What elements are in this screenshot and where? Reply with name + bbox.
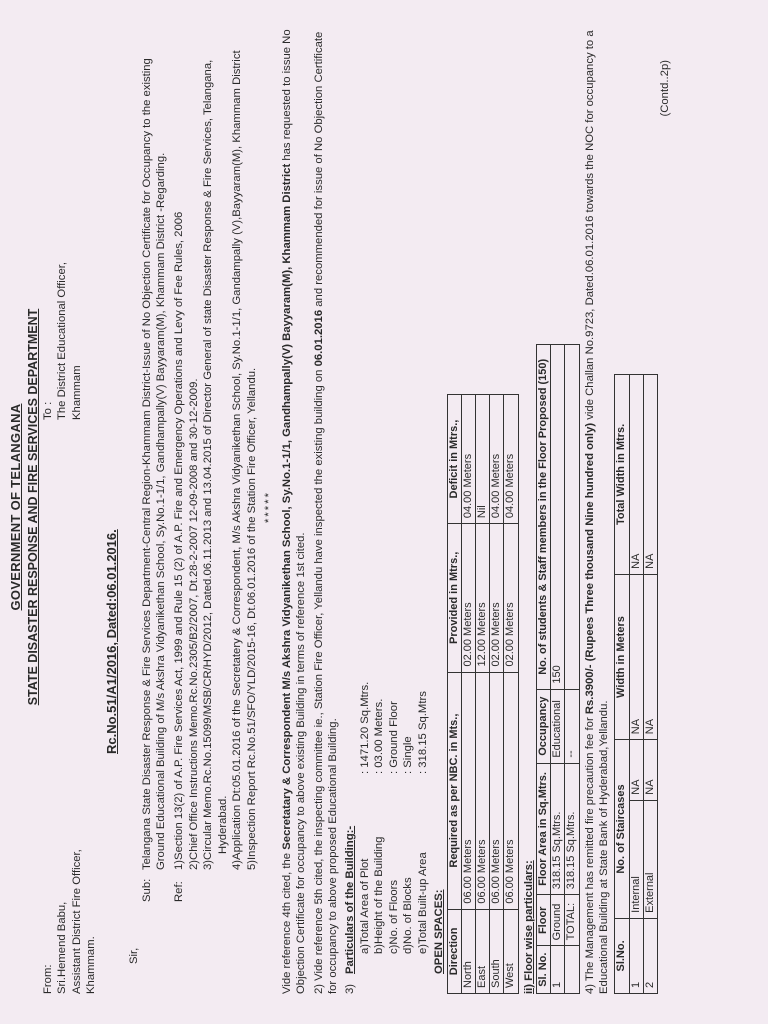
table-header: Width in Meters: [615, 574, 629, 739]
table-header: Sl. No.: [536, 946, 550, 994]
table-cell: External: [643, 800, 657, 918]
table-row: [643, 375, 657, 994]
salutation: Sir,: [128, 947, 141, 964]
particular-value: : Ground Floor: [387, 701, 400, 774]
table-cell: 02.00 Meters: [504, 524, 518, 672]
para2-number: 2): [312, 983, 325, 994]
table-cell: East: [475, 909, 489, 993]
table-row: [565, 345, 579, 994]
from-name: Sri.Hemend Babu,: [56, 901, 69, 994]
para1-suffix: has requested to issue No Objection Certificate for occupancy to above existing Building in terms of reference 1st cited.: [280, 29, 308, 994]
table-cell: 06.00 Meters: [490, 672, 504, 909]
para1-prefix: Vide reference 4th cited, the: [280, 852, 293, 994]
reference-item: 4)Application Dt:05.01.2016 of the Secretatery & Correspondent, M/s Akshra Vidyanikethan School, Sy.No.1-1/1, Gandampally (V),Bayyaram(M), Khammam District: [231, 50, 244, 870]
table-cell: 06.00 Meters: [461, 672, 475, 909]
particular-value: : 03.00 Meters.: [373, 698, 386, 774]
particular-key: a)Total Area of Plot: [358, 858, 371, 954]
table-cell: NA: [629, 574, 643, 739]
table-header: Provided in Mtrs.,: [447, 524, 461, 672]
references-block: [172, 20, 259, 902]
floor-wise-title: ii) Floor wise particulars:: [522, 860, 535, 994]
table-header: Required as per NBC. in Mts.,: [447, 672, 461, 909]
para4-text-b: vide Challan No.9723, Dated.06.01.2016 towards the NOC for occupancy to a Educational Building at State Bank of Hyderabad,Yellandu.: [583, 30, 610, 994]
table-cell: NA: [643, 574, 657, 739]
subject-label: Sub:: [140, 878, 153, 902]
to-designation: The District Educational Officer,: [56, 261, 69, 420]
reference-item: 2)Chief Office Instructions Memo.Rc.No.2305/B2/2007, Dt.28-2-2007 12-09-2008 and 30-12-2009.: [187, 378, 200, 870]
table-cell: West: [504, 909, 518, 993]
particulars-title: Particulars of the Building:-: [344, 825, 357, 974]
table-row: [629, 375, 643, 994]
table-cell: 318.15 Sq.Mtrs.: [551, 763, 565, 895]
table-header: Floor: [536, 895, 550, 946]
table-cell: Educational: [551, 689, 565, 763]
references-label: Ref:: [173, 881, 186, 902]
separator-stars: *****: [263, 491, 276, 523]
para2-date: 06.01.2016: [312, 309, 325, 367]
table-cell: 1: [551, 946, 565, 994]
to-block: [41, 160, 99, 420]
table-cell: NA: [643, 375, 657, 575]
table-cell: 06.00 Meters: [504, 672, 518, 909]
paragraph-1: [280, 20, 309, 994]
particular-value: : 318.15 Sq.Mtrs: [416, 691, 429, 774]
to-label: To :: [41, 401, 54, 420]
table-cell: 318.15 Sq.Mtrs.: [565, 763, 579, 895]
para4-text-a: The Management has remitted fire precaution fee for: [583, 717, 596, 982]
table-cell: 02.00 Meters: [490, 524, 504, 672]
reference-item: 3)Circular Memo.Rc.No.15099/MSB/CR/HYD/2012, Dated.06.11.2013 and 13.04.2015 of Director General of state Disaster Response & Fire Services, Telangana, Hyderabad.: [202, 59, 229, 870]
table-header: Deficit in Mtrs.,: [447, 395, 461, 524]
particular-key: e)Total Built-up Area: [416, 852, 429, 954]
table-cell: 04.00 Meters: [490, 395, 504, 524]
table-cell: 150: [551, 345, 565, 690]
from-label: From:: [41, 964, 54, 994]
table-cell: [565, 345, 579, 690]
table-cell: 02.00 Meters: [461, 524, 475, 672]
particular-key: c)No. of Floors: [387, 879, 400, 954]
table-cell: 2: [643, 918, 657, 993]
table-cell: 12.00 Meters: [475, 524, 489, 672]
table-header: No. of students & Staff members in the Floor Proposed (150): [536, 345, 550, 690]
open-spaces-table: [447, 394, 519, 994]
from-place: Khammam.: [84, 936, 97, 994]
table-header: Occupancy: [536, 689, 550, 763]
paragraph-2: [312, 20, 341, 994]
table-row: [504, 395, 518, 994]
table-cell: 04.00 Meters: [461, 395, 475, 524]
dept-title: STATE DISASTER RESPONSE AND FIRE SERVICES DEPARTMENT: [25, 308, 40, 706]
particular-key: b)Height of the Building: [373, 836, 386, 954]
table-header: No. of Staircases: [615, 740, 629, 919]
table-cell: Internal: [629, 800, 643, 918]
table-cell: --: [565, 689, 579, 763]
para1-applicant: Secretatary & Correspondent M/s Akshra Vidyanikethan School, Sy.No.1-1/1, Gandhampally(V) Bayyaram(M), Khammam District: [280, 163, 293, 850]
particular-key: d)No. of Blocks: [402, 877, 415, 954]
subject-text: Telangana State Disaster Response & Fire Services Department-Central Region-Khammam District-Issue of No Objection Certificate for Occupancy to the existing Ground Educational Building of M/s Akshra Vidyanikethan School, Sy.No.1-1/1, Gandhampally(V) Bayyaram(M), Khammam District -Regarding.: [140, 58, 167, 870]
table-header: Sl.No.: [615, 918, 629, 993]
particulars-list: [358, 574, 430, 954]
open-spaces-title: OPEN SPACES:: [433, 889, 446, 974]
staircase-table: [614, 374, 658, 994]
to-place: Khammam: [70, 365, 83, 420]
floor-wise-table: [536, 344, 580, 994]
continued-note: (Contd..2p): [659, 60, 671, 117]
address-block: [41, 20, 99, 994]
table-cell: Nil: [475, 395, 489, 524]
table-cell: South: [490, 909, 504, 993]
para3-number: 3): [344, 983, 357, 994]
govt-title: GOVERNMENT OF TELANGANA: [8, 403, 23, 611]
paragraph-3: [343, 20, 430, 994]
para2-text-a: Vide reference 5th cited, the inspecting committee ie., Station Fire Officer, Yellandu have inspected the existing building on: [312, 369, 325, 981]
table-header: Total Width in Mtrs.: [615, 375, 629, 575]
table-cell: Ground: [551, 895, 565, 946]
from-designation: Assistant District Fire Officer,: [70, 849, 83, 994]
particular-value: : 1471.20 Sq.Mtrs.: [358, 681, 371, 774]
paragraph-4: [583, 20, 612, 994]
table-header: Direction: [447, 909, 461, 993]
table-cell: North: [461, 909, 475, 993]
table-cell: TOTAL:: [565, 895, 579, 946]
para4-fee: Rs.3900/- (Rupees Three thousand Nine hundred only): [583, 422, 596, 715]
table-row: [461, 395, 475, 994]
table-row: [475, 395, 489, 994]
table-cell: 06.00 Meters: [475, 672, 489, 909]
subject-block: [140, 20, 169, 902]
table-cell: 1: [629, 918, 643, 993]
particular-value: : Single: [402, 736, 415, 774]
reference-item: 1)Section 13(2) of A.P. Fire Services Act, 1999 and Rule 15 (2) of A.P. Fire and Emergency Operations and Levy of Fee Rules, 2006: [173, 211, 186, 870]
table-cell: NA: [629, 375, 643, 575]
table-cell: 04.00 Meters: [504, 395, 518, 524]
table-cell: NA: [643, 740, 657, 801]
table-row: [551, 345, 565, 994]
reference-item: 5)Inspection Report Rc.No.51/SFO/YLD/2015-16, Dt.06.01.2016 of the Station Fire Officer, Yellandu.: [245, 367, 258, 870]
table-row: [490, 395, 504, 994]
table-cell: [565, 946, 579, 994]
from-block: [41, 734, 99, 994]
reference-number: Rc.No.51/A1/2016, Dated:06.01.2016.: [104, 529, 120, 754]
table-header: Floor Area in Sq.Mtrs.: [536, 763, 550, 895]
para2-text-b: and recommended for issue of No Objection Certificate for occupancy to above proposed Educational Building.: [312, 31, 339, 994]
table-cell: NA: [629, 740, 643, 801]
para4-number: 4): [583, 983, 596, 994]
